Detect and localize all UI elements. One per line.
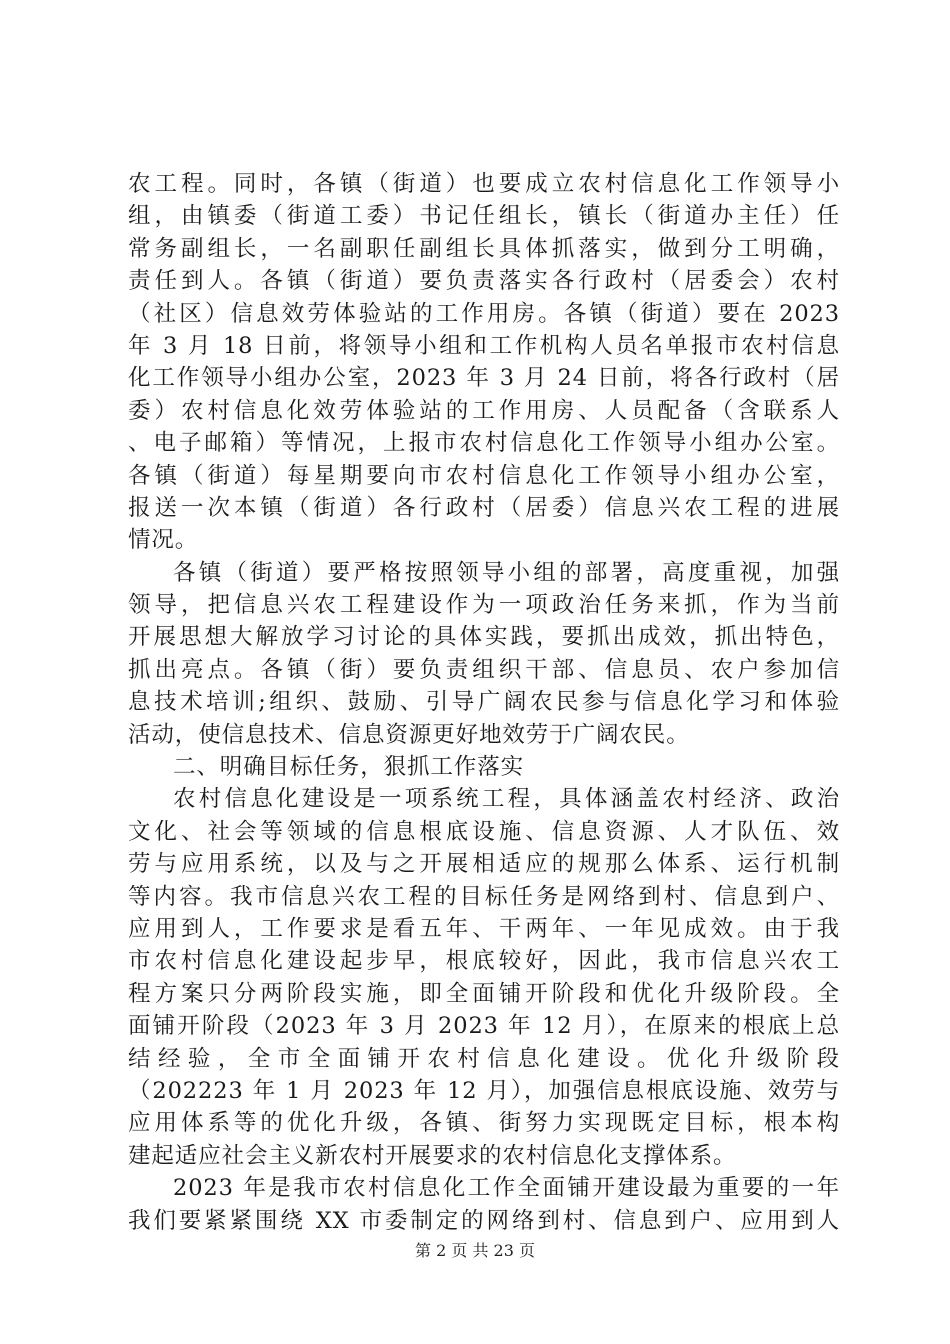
text-line: 应用到人，工作要求是看五年、干两年、一年见成效。由于我	[128, 915, 840, 942]
text-line: （社区）信息效劳体验站的工作用房。各镇（街道）要在 2023	[128, 300, 840, 327]
text-line: 委）农村信息化效劳体验站的工作用房、人员配备（含联系人	[128, 397, 840, 424]
text-line: 农村信息化建设是一项系统工程，具体涵盖农村经济、政治	[173, 786, 840, 813]
text-line: 各镇（街道）要严格按照领导小组的部署，高度重视，加强	[173, 559, 840, 586]
text-line: 常务副组长，一名副职任副组长具体抓落实，做到分工明确，	[128, 235, 840, 262]
text-line: 程方案只分两阶段实施，即全面铺开阶段和优化升级阶段。全	[128, 980, 840, 1007]
text-line: 应用体系等的优化升级，各镇、街努力实现既定目标，根本构	[128, 1110, 840, 1137]
page-number-footer: 第 2 页 共 23 页	[415, 1241, 535, 1260]
text-line: 我们要紧紧围绕 XX 市委制定的网络到村、信息到户、应用到人	[128, 1207, 840, 1234]
text-line: 结经验，全市全面铺开农村信息化建设。优化升级阶段	[128, 1045, 840, 1072]
text-line: 组，由镇委（街道工委）书记任组长，镇长（街道办主任）任	[128, 203, 840, 230]
text-line: 面铺开阶段（2023 年 3 月 2023 年 12 月），在原来的根底上总	[128, 1013, 840, 1040]
text-line: 2023 年是我市农村信息化工作全面铺开建设最为重要的一年	[173, 1175, 840, 1202]
text-line: 建起适应社会主义新农村开展要求的农村信息化支撑体系。	[128, 1142, 737, 1169]
text-line: 开展思想大解放学习讨论的具体实践，要抓出成效，抓出特色，	[128, 624, 840, 651]
text-line: 文化、社会等领域的信息根底设施、信息资源、人才队伍、效	[128, 818, 840, 845]
text-line: 抓出亮点。各镇（街）要负责组织干部、信息员、农户参加信	[128, 656, 840, 683]
text-line: 化工作领导小组办公室，2023 年 3 月 24 日前，将各行政村（居	[128, 365, 840, 392]
text-line: 二、明确目标任务，狠抓工作落实	[173, 754, 525, 781]
document-body	[128, 168, 840, 1237]
text-line: 年 3 月 18 日前，将领导小组和工作机构人员名单报市农村信息	[128, 332, 840, 359]
text-line: 活动，使信息技术、信息资源更好地效劳于广阔农民。	[128, 721, 690, 748]
text-line: 劳与应用系统，以及与之开展相适应的规那么体系、运行机制	[128, 851, 840, 878]
text-line: 报送一次本镇（街道）各行政村（居委）信息兴农工程的进展	[128, 494, 840, 521]
text-line: 等内容。我市信息兴农工程的目标任务是网络到村、信息到户、	[128, 883, 840, 910]
text-line: 息技术培训;组织、鼓励、引导广阔农民参与信息化学习和体验	[128, 689, 840, 716]
text-line: 农工程。同时，各镇（街道）也要成立农村信息化工作领导小	[128, 171, 840, 197]
text-line: 情况。	[128, 527, 199, 554]
text-line: 市农村信息化建设起步早，根底较好，因此，我市信息兴农工	[128, 948, 840, 975]
text-line: 领导，把信息兴农工程建设作为一项政治任务来抓，作为当前	[128, 592, 840, 619]
text-line: 各镇（街道）每星期要向市农村信息化工作领导小组办公室，	[128, 462, 840, 489]
text-line: 责任到人。各镇（街道）要负责落实各行政村（居委会）农村	[128, 268, 840, 295]
text-line: 、电子邮箱）等情况，上报市农村信息化工作领导小组办公室。	[128, 430, 840, 457]
text-line: （202223 年 1 月 2023 年 12 月），加强信息根底设施、效劳与	[128, 1077, 840, 1104]
